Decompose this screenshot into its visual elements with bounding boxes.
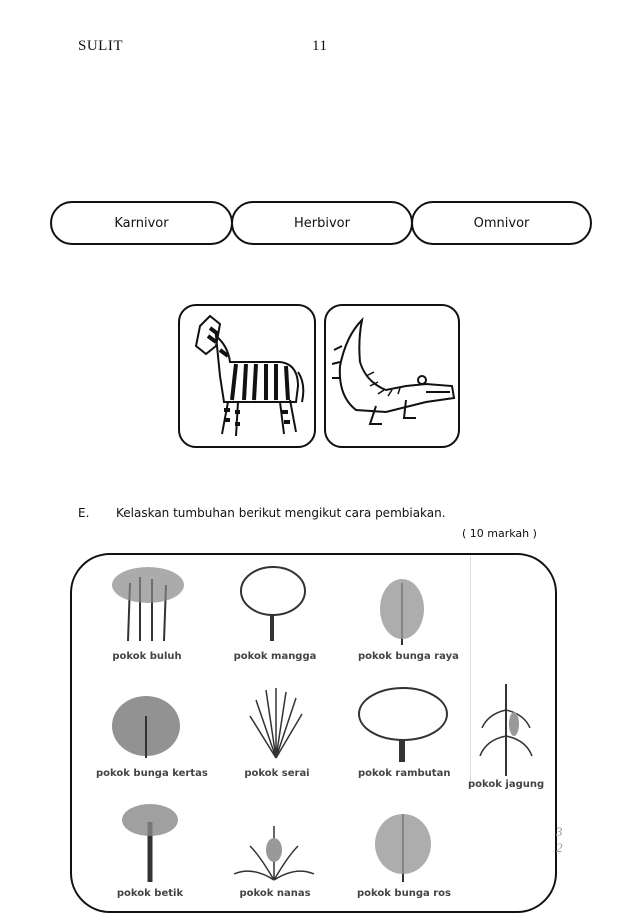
animal-card-zebra: [178, 304, 316, 448]
plant-label: pokok bunga ros: [357, 888, 451, 899]
plant-label: pokok mangga: [233, 651, 317, 662]
page-number: 11: [312, 38, 328, 54]
question-text: Kelaskan tumbuhan berikut mengikut cara pembiakan.: [116, 506, 446, 520]
mango-tree-icon: [238, 563, 308, 643]
plant-label: pokok nanas: [239, 888, 311, 899]
bougainvillea-icon: [108, 686, 184, 760]
margin-digit: 2: [556, 840, 563, 855]
category-herbivor: [231, 201, 413, 245]
rambutan-tree-icon: [356, 684, 450, 764]
category-label: Omnivor: [473, 215, 530, 231]
bamboo-icon: [108, 563, 188, 643]
category-omnivor: [411, 201, 592, 245]
pineapple-icon: [232, 816, 316, 882]
corn-icon: [478, 680, 534, 778]
plant-label: pokok bunga kertas: [96, 768, 208, 779]
category-karnivor: [50, 201, 233, 245]
divider: [470, 556, 471, 786]
question-marks: ( 10 markah ): [462, 527, 537, 540]
category-label: Karnivor: [114, 215, 169, 231]
question-label: E.: [78, 506, 90, 520]
zebra-icon: [180, 306, 314, 446]
plant-label: pokok betik: [116, 888, 184, 899]
header-sulit: SULIT: [78, 38, 123, 54]
plant-label: pokok jagung: [468, 779, 545, 790]
margin-digit: 3: [556, 824, 563, 839]
animal-card-crocodile: [324, 304, 460, 448]
category-label: Herbivor: [294, 215, 350, 231]
crocodile-icon: [326, 306, 458, 446]
plant-label: pokok bunga raya: [358, 651, 459, 662]
papaya-icon: [120, 800, 180, 884]
plant-label: pokok buluh: [112, 651, 182, 662]
plant-label: pokok serai: [244, 768, 310, 779]
hibiscus-icon: [374, 573, 430, 647]
rose-icon: [370, 802, 436, 884]
lemongrass-icon: [246, 686, 306, 760]
plant-label: pokok rambutan: [358, 768, 451, 779]
